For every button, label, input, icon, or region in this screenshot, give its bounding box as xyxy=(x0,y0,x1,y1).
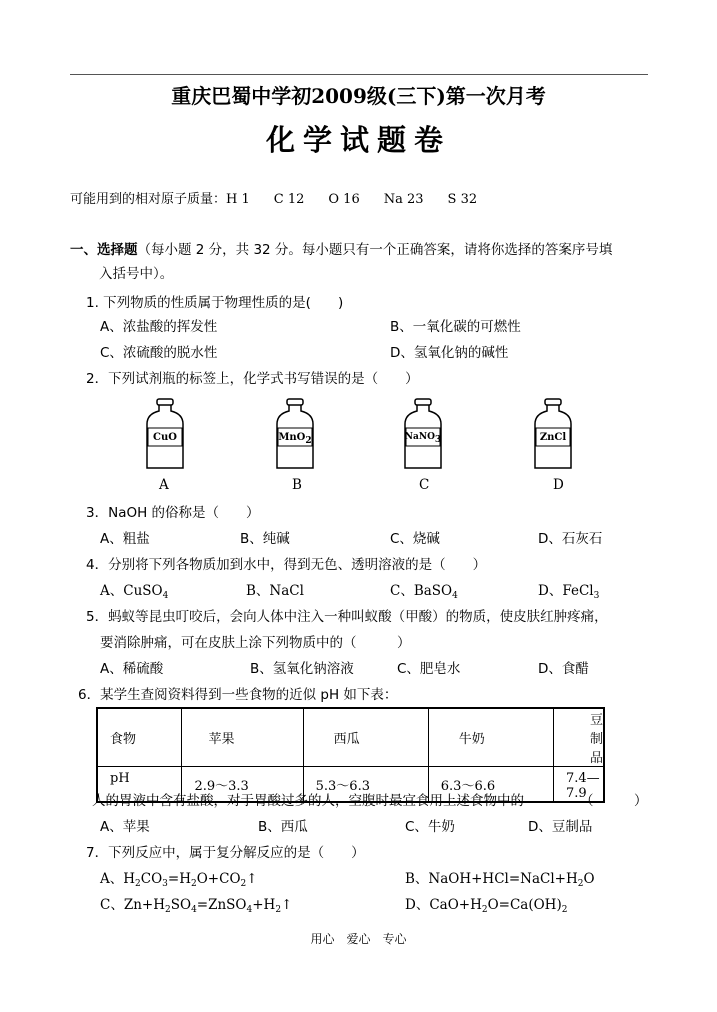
atomic-masses xyxy=(70,188,477,207)
q7-option-b: B、$NaOH+HCl=NaCl+H_2O$ xyxy=(405,871,595,889)
section-desc-2: 入括号中）。 xyxy=(99,266,174,282)
page-footer: 用心 爱心 专心 xyxy=(310,932,407,946)
ph-table-cell: pH xyxy=(97,767,182,803)
ph-table-cell: 7.4—7.9 xyxy=(553,767,604,803)
q7-stem: 7．下列反应中，属于复分解反应的是（ ） xyxy=(86,845,365,861)
q5-option-d: D、食醋 xyxy=(538,661,589,677)
q5-option-b: B、氢氧化钠溶液 xyxy=(250,661,354,677)
bottle-a-letter: A xyxy=(159,477,169,493)
q4-option-a: A、CuSO$_4$ xyxy=(100,583,169,601)
q6-tail: 人的胃液中含有盐酸，对于胃酸过多的人，空腹时最宜食用上述食物中的 xyxy=(92,793,524,809)
q6-tail-bracket: （ ） xyxy=(580,793,648,809)
ph-table-cell: 6.3～6.6 xyxy=(428,767,553,803)
q3-option-c: C、烧碱 xyxy=(390,531,440,547)
ph-table-header: 豆制品 xyxy=(553,708,604,767)
atomic-mass-s: S 32 xyxy=(447,192,478,207)
ph-table-header: 食物 xyxy=(97,708,182,767)
q6-stem: 6．某学生查阅资料得到一些食物的近似 pH 如下表： xyxy=(78,687,398,703)
q3-stem: 3．NaOH 的俗称是（ ） xyxy=(86,505,260,521)
bottle-a-label: CuO xyxy=(153,432,177,443)
q4-option-c: C、BaSO$_4$ xyxy=(390,583,458,601)
ph-table-cell: 2.9～3.3 xyxy=(182,767,303,803)
q4-option-d: D、FeCl$_3$ xyxy=(538,583,600,601)
q6-option-a: A、苹果 xyxy=(100,819,150,835)
atomic-mass-h: H 1 xyxy=(226,192,250,207)
ph-table-cell: 5.3～6.3 xyxy=(303,767,428,803)
bottle-c-letter: C xyxy=(419,477,430,493)
q5-option-c: C、肥皂水 xyxy=(397,661,461,677)
exam-title: 重庆巴蜀中学初2009级(三下)第一次月考 xyxy=(171,84,546,108)
ph-table-header-row xyxy=(97,708,604,767)
bottle-c-label: NaNO$_3$ xyxy=(404,432,442,445)
bottle-d-label: ZnCl xyxy=(539,432,567,443)
q3-option-b: B、纯碱 xyxy=(240,531,290,547)
q7-option-d: D、$CaO+H_2O=Ca(OH)_2$ xyxy=(405,897,568,915)
q6-option-d: D、豆制品 xyxy=(528,819,593,835)
q3-option-d: D、石灰石 xyxy=(538,531,603,547)
ph-table-header: 苹果 xyxy=(182,708,303,767)
bottle-b-label: MnO$_2$ xyxy=(278,432,312,446)
q1-option-c: C、浓硫酸的脱水性 xyxy=(100,345,218,361)
ph-table-header: 西瓜 xyxy=(303,708,428,767)
section-desc-1: （每小题 2 分，共 32 分。每小题只有一个正确答案，请将你选择的答案序号填 xyxy=(137,242,613,258)
q6-option-b: B、西瓜 xyxy=(258,819,308,835)
q5-option-a: A、稀硫酸 xyxy=(100,661,164,677)
q1-option-b: B、一氧化碳的可燃性 xyxy=(390,319,521,335)
top-rule xyxy=(70,74,648,75)
q1-stem: 1. 下列物质的性质属于物理性质的是( ) xyxy=(86,295,344,311)
bottle-b-letter: B xyxy=(292,477,302,493)
q1-option-d: D、氢氧化钠的碱性 xyxy=(390,345,509,361)
ph-table-header: 牛奶 xyxy=(428,708,553,767)
q1-option-a: A、浓盐酸的挥发性 xyxy=(100,319,218,335)
q3-option-a: A、粗盐 xyxy=(100,531,150,547)
atomic-masses-label: 可能用到的相对原子质量： xyxy=(70,192,227,207)
bottle-d-letter: D xyxy=(553,477,564,493)
atomic-mass-na: Na 23 xyxy=(383,192,424,207)
q5-stem-2: 要消除肿痛，可在皮肤上涂下列物质中的（ ） xyxy=(100,635,411,651)
q5-stem-1: 5．蚂蚁等昆虫叮咬后，会向人体中注入一种叫蚁酸（甲酸）的物质，使皮肤红肿疼痛， xyxy=(86,609,608,625)
q7-option-c: C、$Zn+H_2SO_4=ZnSO_4+H_2↑$ xyxy=(100,897,293,915)
section-heading xyxy=(70,238,612,258)
q2-stem: 2．下列试剂瓶的标签上，化学式书写错误的是（ ） xyxy=(86,371,419,387)
section-name: 选择题 xyxy=(97,242,138,258)
atomic-mass-c: C 12 xyxy=(273,192,305,207)
section-number: 一、 xyxy=(70,242,97,258)
q4-option-b: B、NaCl xyxy=(246,583,304,599)
q6-option-c: C、牛奶 xyxy=(405,819,455,835)
exam-subtitle: 化学试题卷 xyxy=(265,123,451,157)
q7-option-a: A、$H_2CO_3=H_2O+CO_2↑$ xyxy=(100,871,258,889)
atomic-mass-o: O 16 xyxy=(328,192,360,207)
q4-stem: 4．分别将下列各物质加到水中，得到无色、透明溶液的是（ ） xyxy=(86,557,487,573)
